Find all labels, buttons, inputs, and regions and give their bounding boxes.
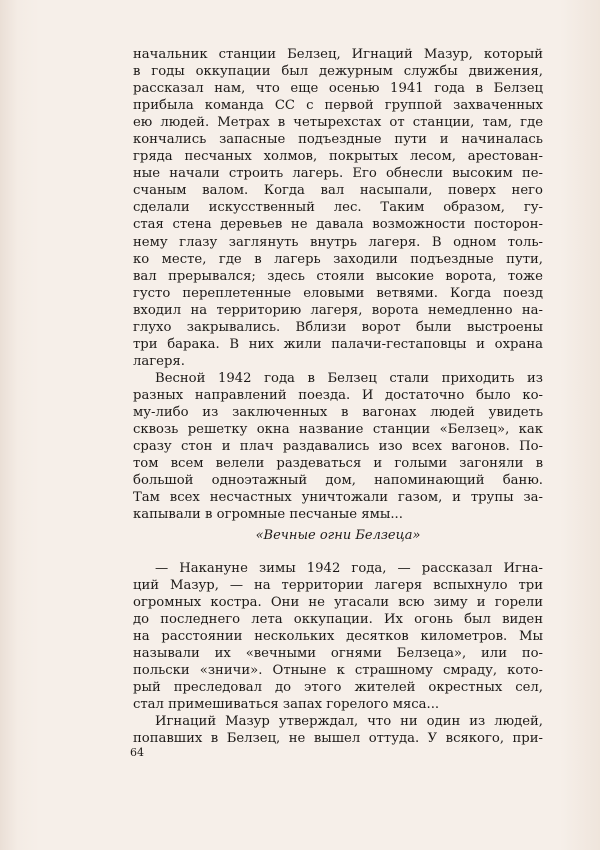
text-line: гряда песчаных холмов, покрытых лесом, арестован- — [133, 149, 543, 165]
text-line: попавших в Белзец, не вышел оттуда. У всякого, при- — [133, 731, 543, 747]
bottom-text-block — [133, 560, 543, 748]
text-line: ные начали строить лагерь. Его обнесли высоким пе- — [133, 166, 543, 182]
top-text-block — [133, 46, 543, 523]
text-line: называли их «вечными огнями Белзеца», или по- — [133, 646, 543, 662]
text-line: начальник станции Белзец, Игнаций Мазур, который — [133, 47, 543, 62]
section-heading: «Вечные огни Белзеца» — [255, 528, 421, 543]
text-line: нему глазу заглянуть внутрь лагеря. В одном толь- — [133, 234, 543, 250]
paragraph-2 — [133, 370, 543, 523]
text-line: три барака. В них жили палачи-гестаповцы и охрана — [133, 336, 543, 352]
text-line: большой одноэтажный дом, напоминающий баню. — [133, 473, 543, 489]
text-line: ею людей. Метрах в четырехстах от станции, там, где — [133, 115, 543, 131]
text-line: — Накануне зимы 1942 года, — рассказал Игна- — [155, 561, 543, 576]
text-line: му-либо из заключенных в вагонах людей увидеть — [133, 404, 543, 420]
text-line: глухо закрывались. Вблизи ворот были выстроены — [133, 319, 543, 335]
text-line: до последнего лета оккупации. Их огонь был виден — [133, 612, 543, 628]
text-line: густо переплетенные еловыми ветвями. Когда поезд — [133, 285, 543, 301]
text-line: в годы оккупации был дежурным службы движения, — [133, 64, 543, 80]
text-line: ко месте, где в лагерь заходили подъездные пути, — [133, 251, 543, 267]
text-line: вал прерывался; здесь стояли высокие ворота, тоже — [133, 268, 543, 284]
text-line: Весной 1942 года в Белзец стали приходить из — [155, 370, 543, 386]
text-line: рый преследовал до этого жителей окрестных сел, — [133, 680, 543, 696]
text-line: входил на территорию лагеря, ворота немедленно на- — [133, 302, 543, 318]
text-line: ций Мазур, — на территории лагеря вспыхнуло три — [133, 578, 543, 594]
text-line: польски «зничи». Отныне к страшному смраду, кото- — [133, 663, 543, 679]
text-line: стал примешиваться запах горелого мяса... — [133, 697, 440, 713]
text-line: том всем велели раздеваться и голыми загоняли в — [133, 456, 543, 472]
text-line: капывали в огромные песчаные ямы... — [133, 507, 403, 523]
text-line: огромных костра. Они не угасали всю зиму и горели — [133, 595, 543, 611]
paragraph-1 — [133, 46, 543, 370]
text-line: сразу стон и плач раздавались изо всех вагонов. По- — [133, 439, 543, 455]
text-line: на расстоянии нескольких десятков километров. Мы — [133, 629, 543, 645]
text-line: счаным валом. Когда вал насыпали, поверх него — [133, 183, 543, 199]
text-line: разных направлений поезда. И достаточно было ко- — [133, 387, 543, 403]
text-line: лагеря. — [133, 353, 185, 369]
page-number: 64 — [130, 746, 144, 759]
text-line: рассказал нам, что еще осенью 1941 года в Белзец — [133, 81, 543, 97]
text-line: стая стена деревьев не давала возможности посторон- — [133, 217, 543, 233]
paragraph-3 — [133, 560, 543, 713]
text-line: сквозь решетку окна название станции «Белзец», как — [133, 422, 543, 438]
text-line: Там всех несчастных уничтожали газом, и трупы за- — [133, 490, 543, 506]
paragraph-4 — [133, 713, 543, 747]
text-line: сделали искусственный лес. Таким образом, гу- — [133, 200, 543, 216]
text-line: прибыла команда СС с первой группой захваченных — [133, 98, 543, 114]
text-line: Игнаций Мазур утверждал, что ни один из людей, — [155, 714, 543, 730]
text-line: кончались запасные подъездные пути и начиналась — [133, 132, 543, 148]
